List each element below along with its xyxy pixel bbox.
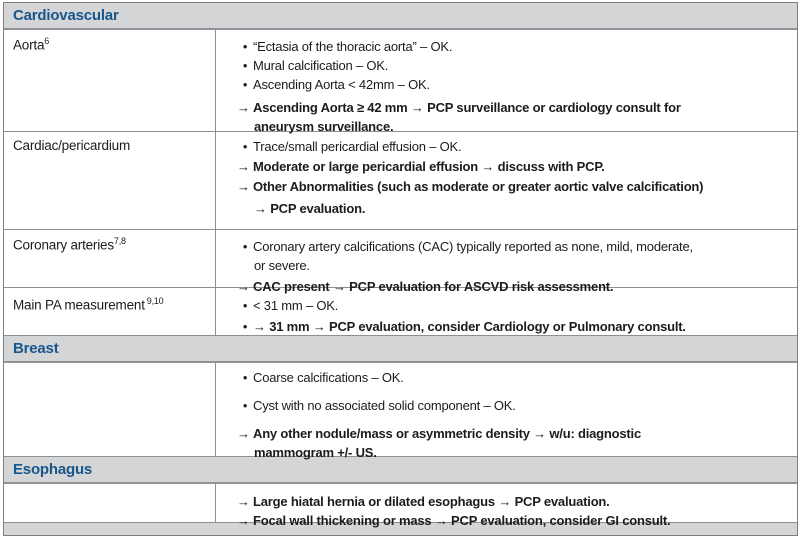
action-item: → Ascending Aorta ≥ 42 mm → PCP surveillance or cardiology consult for	[237, 100, 681, 115]
arrow-icon: →	[237, 100, 250, 115]
bullet-icon: •	[242, 398, 248, 413]
action-item-continuation: mammogram +/- US.	[254, 445, 377, 460]
arrow-icon: →	[237, 426, 250, 441]
action-item-continuation: → PCP evaluation.	[254, 201, 366, 216]
row-label-cell-empty	[4, 363, 216, 456]
bullet-icon: •	[242, 39, 248, 54]
action-item-continuation: aneurysm surveillance.	[254, 119, 394, 134]
row-content-cell	[216, 132, 797, 229]
section-header-cardiovascular	[4, 3, 797, 30]
row-label-cell	[4, 288, 216, 335]
row-label: Coronary arteries	[13, 237, 114, 253]
arrow-icon: →	[237, 179, 250, 194]
arrow-icon: →	[237, 159, 250, 174]
action-item: → Large hiatal hernia or dilated esophagus → PCP evaluation.	[237, 494, 610, 509]
bullet-icon: •	[242, 298, 248, 313]
row-label: Cardiac/pericardium	[13, 138, 130, 153]
row-label-cell	[4, 132, 216, 229]
list-item: • “Ectasia of the thoracic aorta” – OK.	[216, 37, 787, 56]
list-item: • Trace/small pericardial effusion – OK.	[216, 137, 787, 157]
row-content-cell	[216, 363, 797, 460]
list-item: • Mural calcification – OK.	[216, 56, 787, 75]
action-item: → CAC present → PCP evaluation for ASCVD risk assessment.	[237, 279, 614, 294]
footnote-ref: 7,8	[113, 236, 126, 246]
row-label: Main PA measurement	[13, 297, 145, 313]
footnote-ref: 9,10	[146, 296, 164, 306]
bullet-icon: •	[242, 139, 248, 154]
list-item: • Coronary artery calcifications (CAC) typically reported as none, mild, moderate,	[216, 237, 787, 256]
section-header-breast	[4, 336, 797, 363]
action-item: → Any other nodule/mass or asymmetric density → w/u: diagnostic	[237, 426, 642, 441]
list-item: • Coarse calcifications – OK.	[216, 368, 787, 387]
arrow-icon: →	[237, 279, 250, 294]
list-item-continuation: or severe.	[254, 258, 310, 273]
table-row-cardiac-pericardium	[4, 132, 797, 230]
section-title: Esophagus	[13, 461, 93, 478]
row-label-cell-empty	[4, 484, 216, 522]
action-item: → Other Abnormalities (such as moderate or greater aortic valve calcification)	[216, 177, 787, 197]
table-row-esophagus	[4, 484, 797, 528]
row-content-cell	[216, 288, 797, 335]
row-label-cell	[4, 30, 216, 131]
section-title: Cardiovascular	[13, 7, 119, 24]
bullet-icon: •	[242, 370, 248, 385]
row-label-cell	[4, 230, 216, 287]
row-content-cell	[216, 484, 797, 528]
list-item: • < 31 mm – OK.	[216, 296, 787, 315]
arrow-icon: →	[237, 494, 250, 509]
arrow-icon: →	[237, 513, 250, 528]
section-title: Breast	[13, 340, 59, 357]
list-item: • Cyst with no associated solid component – OK.	[216, 396, 787, 415]
row-content-cell	[216, 30, 797, 134]
bullet-icon: •	[242, 58, 248, 73]
table-row-aorta	[4, 30, 797, 132]
footnote-ref: 6	[44, 36, 50, 46]
action-item: → Moderate or large pericardial effusion → discuss with PCP.	[216, 157, 787, 177]
table-row-coronary-arteries	[4, 230, 797, 294]
table-row-breast	[4, 363, 797, 460]
incidental-findings-table	[3, 2, 798, 536]
bullet-icon: •	[242, 239, 248, 254]
bullet-icon: •	[242, 77, 248, 92]
row-label: Aorta	[13, 37, 45, 53]
list-item: • Ascending Aorta < 42mm – OK.	[216, 75, 787, 94]
row-content-cell	[216, 230, 797, 294]
list-item: • → 31 mm → PCP evaluation, consider Cardiology or Pulmonary consult.	[216, 317, 787, 336]
bullet-icon: •	[242, 319, 248, 334]
action-item: → Focal wall thickening or mass → PCP evaluation, consider GI consult.	[237, 513, 671, 528]
table-row-main-pa-measurement	[4, 288, 797, 336]
